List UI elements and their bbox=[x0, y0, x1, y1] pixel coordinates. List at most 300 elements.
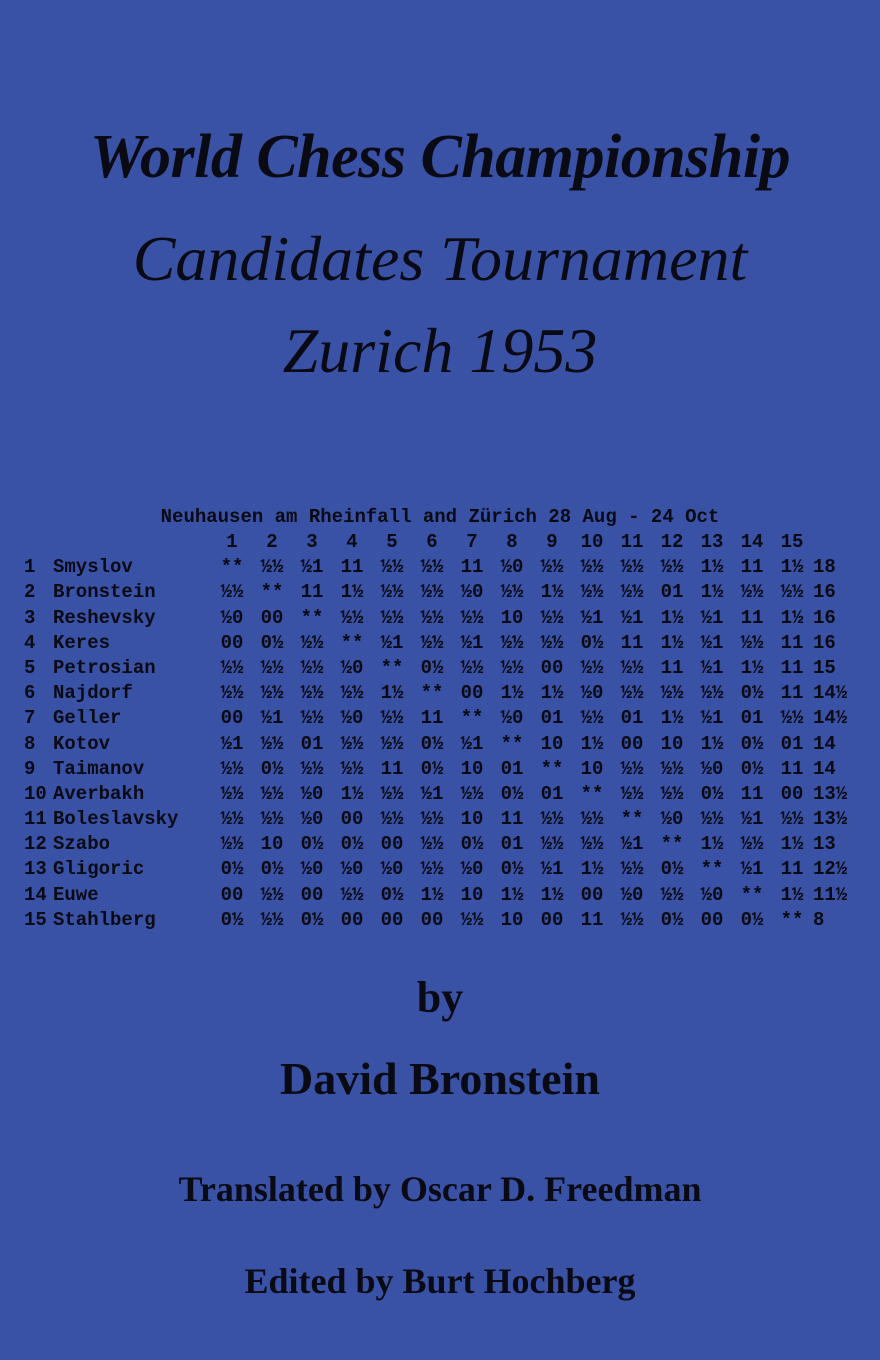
result-cell: ½½ bbox=[220, 757, 244, 780]
player-total: 14½ bbox=[813, 707, 848, 730]
result-cell: ** bbox=[620, 808, 644, 831]
result-cell: 0½ bbox=[220, 908, 244, 931]
result-cell: ½1 bbox=[460, 631, 484, 654]
result-cell: 0½ bbox=[300, 908, 324, 931]
result-cell: 00 bbox=[540, 908, 564, 931]
result-cell: ½½ bbox=[260, 656, 284, 679]
player-rank: 10 bbox=[24, 782, 47, 805]
column-header: 5 bbox=[386, 531, 398, 553]
player-row bbox=[0, 555, 880, 580]
result-cell: 00 bbox=[220, 707, 244, 730]
result-cell: ½½ bbox=[620, 556, 644, 579]
player-total: 14 bbox=[813, 732, 836, 755]
result-cell: ½0 bbox=[460, 858, 484, 881]
result-cell: 00 bbox=[420, 908, 444, 931]
result-cell: ** bbox=[580, 782, 604, 805]
player-total: 11½ bbox=[813, 883, 848, 906]
result-cell: ½½ bbox=[380, 808, 404, 831]
player-row bbox=[0, 782, 880, 807]
result-cell: 10 bbox=[660, 732, 684, 755]
result-cell: 11 bbox=[620, 631, 644, 654]
result-cell: 00 bbox=[220, 631, 244, 654]
title-main: World Chess Championship bbox=[89, 123, 791, 191]
result-cell: ½½ bbox=[260, 782, 284, 805]
player-rank: 5 bbox=[24, 656, 36, 679]
result-cell: ½1 bbox=[540, 858, 564, 881]
result-cell: 11 bbox=[460, 556, 484, 579]
result-cell: 0½ bbox=[420, 757, 444, 780]
player-name: Smyslov bbox=[53, 556, 133, 579]
result-cell: 1½ bbox=[540, 581, 564, 604]
result-cell: 01 bbox=[620, 707, 644, 730]
result-cell: ½0 bbox=[500, 707, 524, 730]
player-total: 14½ bbox=[813, 682, 848, 705]
result-cell: 11 bbox=[300, 581, 324, 604]
result-cell: ** bbox=[260, 581, 284, 604]
player-rank: 4 bbox=[24, 631, 36, 654]
player-rank: 12 bbox=[24, 833, 47, 856]
player-name: Euwe bbox=[53, 883, 99, 906]
result-cell: ½½ bbox=[380, 782, 404, 805]
translator-credit: Translated by Oscar D. Freedman bbox=[178, 1169, 702, 1209]
player-row bbox=[0, 631, 880, 656]
result-cell: 1½ bbox=[780, 606, 804, 629]
result-cell: 0½ bbox=[740, 908, 764, 931]
result-cell: 11 bbox=[780, 858, 804, 881]
result-cell: 0½ bbox=[500, 782, 524, 805]
result-cell: ** bbox=[780, 908, 804, 931]
player-name: Gligoric bbox=[53, 858, 145, 881]
result-cell: 01 bbox=[780, 732, 804, 755]
result-cell: 0½ bbox=[740, 757, 764, 780]
result-cell: ½½ bbox=[460, 908, 484, 931]
player-row bbox=[0, 706, 880, 731]
player-name: Kotov bbox=[53, 732, 111, 755]
player-total: 13½ bbox=[813, 782, 848, 805]
result-cell: 1½ bbox=[340, 782, 364, 805]
result-cell: 1½ bbox=[700, 556, 724, 579]
player-total: 18 bbox=[813, 556, 836, 579]
result-cell: ½½ bbox=[620, 682, 644, 705]
result-cell: 0½ bbox=[460, 833, 484, 856]
result-cell: ** bbox=[460, 707, 484, 730]
player-row bbox=[0, 832, 880, 857]
result-cell: ½½ bbox=[220, 682, 244, 705]
result-cell: ½½ bbox=[460, 656, 484, 679]
result-cell: ½½ bbox=[220, 833, 244, 856]
result-cell: 10 bbox=[460, 808, 484, 831]
result-cell: ½½ bbox=[340, 606, 364, 629]
result-cell: ½½ bbox=[500, 656, 524, 679]
result-cell: ** bbox=[500, 732, 524, 755]
result-cell: 01 bbox=[740, 707, 764, 730]
column-header: 15 bbox=[780, 531, 804, 553]
result-cell: 11 bbox=[660, 656, 684, 679]
result-cell: 00 bbox=[540, 656, 564, 679]
result-cell: 01 bbox=[300, 732, 324, 755]
result-cell: ½0 bbox=[700, 757, 724, 780]
author-name: David Bronstein bbox=[280, 1053, 600, 1104]
result-cell: ½½ bbox=[380, 556, 404, 579]
result-cell: 0½ bbox=[700, 782, 724, 805]
result-cell: 0½ bbox=[220, 858, 244, 881]
tournament-crosstable bbox=[0, 505, 880, 933]
player-total: 15 bbox=[813, 656, 836, 679]
result-cell: 00 bbox=[340, 808, 364, 831]
player-rank: 8 bbox=[24, 732, 36, 755]
result-cell: ½½ bbox=[260, 908, 284, 931]
result-cell: 1½ bbox=[700, 833, 724, 856]
result-cell: ½0 bbox=[620, 883, 644, 906]
result-cell: ½1 bbox=[420, 782, 444, 805]
result-cell: 11 bbox=[500, 808, 524, 831]
result-cell: 0½ bbox=[260, 858, 284, 881]
player-row bbox=[0, 757, 880, 782]
result-cell: ½½ bbox=[660, 782, 684, 805]
venue-dates: Neuhausen am Rheinfall and Zürich 28 Aug - 24 Oct bbox=[160, 506, 720, 528]
result-cell: ½1 bbox=[700, 656, 724, 679]
result-cell: ½½ bbox=[700, 682, 724, 705]
result-cell: ½½ bbox=[580, 556, 604, 579]
result-cell: 1½ bbox=[500, 883, 524, 906]
result-cell: ½0 bbox=[300, 808, 324, 831]
result-cell: ½½ bbox=[460, 782, 484, 805]
result-cell: ½0 bbox=[380, 858, 404, 881]
result-cell: ½½ bbox=[420, 581, 444, 604]
result-cell: ** bbox=[300, 606, 324, 629]
column-header: 6 bbox=[426, 531, 438, 553]
player-rank: 7 bbox=[24, 707, 36, 730]
result-cell: 00 bbox=[260, 606, 284, 629]
result-cell: 10 bbox=[460, 757, 484, 780]
result-cell: ½1 bbox=[620, 606, 644, 629]
result-cell: ½½ bbox=[300, 656, 324, 679]
result-cell: ½0 bbox=[460, 581, 484, 604]
result-cell: ½1 bbox=[700, 631, 724, 654]
result-cell: ½½ bbox=[340, 682, 364, 705]
player-total: 8 bbox=[813, 908, 825, 931]
result-cell: ½½ bbox=[260, 732, 284, 755]
result-cell: 1½ bbox=[660, 606, 684, 629]
result-cell: ½½ bbox=[300, 707, 324, 730]
result-cell: ** bbox=[660, 833, 684, 856]
result-cell: ½½ bbox=[620, 656, 644, 679]
crosstable-body bbox=[0, 555, 880, 933]
result-cell: ½½ bbox=[540, 606, 564, 629]
column-header: 1 bbox=[226, 531, 238, 553]
player-row bbox=[0, 580, 880, 605]
result-cell: ½0 bbox=[660, 808, 684, 831]
result-cell: ** bbox=[700, 858, 724, 881]
column-header: 11 bbox=[620, 531, 644, 553]
result-cell: ½½ bbox=[620, 858, 644, 881]
result-cell: ½½ bbox=[620, 581, 644, 604]
result-cell: ½½ bbox=[740, 631, 764, 654]
result-cell: ½0 bbox=[700, 883, 724, 906]
result-cell: 11 bbox=[740, 556, 764, 579]
column-header: 7 bbox=[466, 531, 478, 553]
result-cell: ½½ bbox=[220, 656, 244, 679]
result-cell: 1½ bbox=[780, 833, 804, 856]
result-cell: 0½ bbox=[660, 908, 684, 931]
result-cell: ½½ bbox=[580, 833, 604, 856]
result-cell: ½1 bbox=[220, 732, 244, 755]
result-cell: 0½ bbox=[260, 631, 284, 654]
result-cell: ½½ bbox=[780, 808, 804, 831]
result-cell: ** bbox=[220, 556, 244, 579]
result-cell: 01 bbox=[540, 707, 564, 730]
player-row bbox=[0, 681, 880, 706]
result-cell: 0½ bbox=[740, 682, 764, 705]
player-rank: 2 bbox=[24, 581, 36, 604]
result-cell: ½½ bbox=[620, 757, 644, 780]
result-cell: ½½ bbox=[620, 908, 644, 931]
result-cell: 1½ bbox=[540, 682, 564, 705]
result-cell: ** bbox=[420, 682, 444, 705]
player-total: 13 bbox=[813, 833, 836, 856]
result-cell: 10 bbox=[580, 757, 604, 780]
result-cell: ½0 bbox=[580, 682, 604, 705]
title-subtitle-line1: Candidates Tournament bbox=[132, 223, 748, 294]
result-cell: ½½ bbox=[220, 782, 244, 805]
result-cell: 0½ bbox=[580, 631, 604, 654]
player-name: Reshevsky bbox=[53, 606, 156, 629]
result-cell: 1½ bbox=[780, 556, 804, 579]
player-total: 14 bbox=[813, 757, 836, 780]
result-cell: 0½ bbox=[300, 833, 324, 856]
crosstable-header-row bbox=[0, 530, 880, 555]
result-cell: ½½ bbox=[700, 808, 724, 831]
result-cell: ½½ bbox=[580, 707, 604, 730]
result-cell: 0½ bbox=[340, 833, 364, 856]
column-header: 2 bbox=[266, 531, 278, 553]
result-cell: 11 bbox=[780, 682, 804, 705]
result-cell: ½0 bbox=[300, 858, 324, 881]
result-cell: 00 bbox=[580, 883, 604, 906]
result-cell: ½½ bbox=[340, 883, 364, 906]
column-header: 8 bbox=[506, 531, 518, 553]
result-cell: 1½ bbox=[380, 682, 404, 705]
result-cell: ½0 bbox=[300, 782, 324, 805]
result-cell: ½½ bbox=[540, 808, 564, 831]
player-row bbox=[0, 857, 880, 882]
result-cell: ½½ bbox=[420, 556, 444, 579]
result-cell: ½½ bbox=[220, 808, 244, 831]
result-cell: ½½ bbox=[660, 682, 684, 705]
result-cell: 00 bbox=[380, 833, 404, 856]
result-cell: 00 bbox=[300, 883, 324, 906]
result-cell: 11 bbox=[340, 556, 364, 579]
result-cell: 0½ bbox=[420, 732, 444, 755]
result-cell: ½1 bbox=[580, 606, 604, 629]
result-cell: 11 bbox=[580, 908, 604, 931]
result-cell: 1½ bbox=[660, 631, 684, 654]
result-cell: 0½ bbox=[420, 656, 444, 679]
title-subtitle-line2: Zurich 1953 bbox=[282, 315, 598, 386]
result-cell: ½1 bbox=[620, 833, 644, 856]
result-cell: ½½ bbox=[380, 606, 404, 629]
result-cell: ½½ bbox=[780, 707, 804, 730]
result-cell: 11 bbox=[740, 606, 764, 629]
result-cell: ** bbox=[340, 631, 364, 654]
column-header: 13 bbox=[700, 531, 724, 553]
player-total: 12½ bbox=[813, 858, 848, 881]
player-name: Stahlberg bbox=[53, 908, 156, 931]
result-cell: ½½ bbox=[420, 808, 444, 831]
result-cell: 10 bbox=[460, 883, 484, 906]
result-cell: 01 bbox=[500, 833, 524, 856]
result-cell: 1½ bbox=[780, 883, 804, 906]
result-cell: 10 bbox=[260, 833, 284, 856]
player-rank: 11 bbox=[24, 808, 47, 831]
result-cell: ½1 bbox=[740, 808, 764, 831]
result-cell: 1½ bbox=[500, 682, 524, 705]
player-rank: 1 bbox=[24, 556, 36, 579]
column-header: 14 bbox=[740, 531, 764, 553]
result-cell: 1½ bbox=[660, 707, 684, 730]
result-cell: 00 bbox=[380, 908, 404, 931]
column-header: 12 bbox=[660, 531, 684, 553]
result-cell: ½½ bbox=[220, 581, 244, 604]
result-cell: 11 bbox=[780, 656, 804, 679]
player-row bbox=[0, 883, 880, 908]
result-cell: 1½ bbox=[580, 858, 604, 881]
result-cell: 00 bbox=[460, 682, 484, 705]
player-name: Averbakh bbox=[53, 782, 145, 805]
result-cell: ½½ bbox=[260, 883, 284, 906]
result-cell: ½½ bbox=[500, 581, 524, 604]
result-cell: 0½ bbox=[380, 883, 404, 906]
result-cell: ½1 bbox=[260, 707, 284, 730]
result-cell: 01 bbox=[500, 757, 524, 780]
result-cell: ½1 bbox=[380, 631, 404, 654]
result-cell: ½1 bbox=[700, 707, 724, 730]
player-rank: 15 bbox=[24, 908, 47, 931]
result-cell: ½½ bbox=[420, 858, 444, 881]
result-cell: ½½ bbox=[340, 757, 364, 780]
result-cell: ½½ bbox=[540, 556, 564, 579]
player-row bbox=[0, 908, 880, 933]
player-rank: 6 bbox=[24, 682, 36, 705]
result-cell: 1½ bbox=[420, 883, 444, 906]
result-cell: 10 bbox=[540, 732, 564, 755]
player-row bbox=[0, 656, 880, 681]
result-cell: ½½ bbox=[260, 556, 284, 579]
result-cell: ½½ bbox=[660, 757, 684, 780]
editor-credit: Edited by Burt Hochberg bbox=[244, 1261, 636, 1301]
result-cell: 00 bbox=[620, 732, 644, 755]
result-cell: 10 bbox=[500, 606, 524, 629]
result-cell: ½½ bbox=[460, 606, 484, 629]
result-cell: ** bbox=[380, 656, 404, 679]
result-cell: ½½ bbox=[300, 682, 324, 705]
result-cell: ½0 bbox=[340, 656, 364, 679]
result-cell: ½½ bbox=[740, 581, 764, 604]
result-cell: ½½ bbox=[580, 808, 604, 831]
result-cell: ½0 bbox=[340, 707, 364, 730]
result-cell: ½1 bbox=[740, 858, 764, 881]
player-row bbox=[0, 807, 880, 832]
result-cell: ½½ bbox=[780, 581, 804, 604]
player-name: Petrosian bbox=[53, 656, 156, 679]
result-cell: ½½ bbox=[420, 833, 444, 856]
result-cell: 00 bbox=[780, 782, 804, 805]
player-name: Geller bbox=[53, 707, 122, 730]
by-label: by bbox=[416, 973, 464, 1022]
result-cell: 1½ bbox=[580, 732, 604, 755]
result-cell: 11 bbox=[420, 707, 444, 730]
result-cell: 11 bbox=[780, 631, 804, 654]
result-cell: ½1 bbox=[460, 732, 484, 755]
result-cell: ½½ bbox=[260, 682, 284, 705]
result-cell: ½0 bbox=[220, 606, 244, 629]
player-name: Taimanov bbox=[53, 757, 145, 780]
player-rank: 3 bbox=[24, 606, 36, 629]
player-name: Keres bbox=[53, 631, 111, 654]
result-cell: ½½ bbox=[260, 808, 284, 831]
column-header: 4 bbox=[346, 531, 358, 553]
result-cell: ½½ bbox=[300, 757, 324, 780]
player-rank: 9 bbox=[24, 757, 36, 780]
column-header: 3 bbox=[306, 531, 318, 553]
result-cell: 01 bbox=[660, 581, 684, 604]
result-cell: ½½ bbox=[580, 656, 604, 679]
result-cell: ½½ bbox=[660, 556, 684, 579]
result-cell: ½1 bbox=[700, 606, 724, 629]
result-cell: ** bbox=[740, 883, 764, 906]
result-cell: 0½ bbox=[660, 858, 684, 881]
result-cell: ½½ bbox=[580, 581, 604, 604]
result-cell: ½½ bbox=[540, 833, 564, 856]
result-cell: ½½ bbox=[380, 707, 404, 730]
result-cell: ½½ bbox=[660, 883, 684, 906]
result-cell: 01 bbox=[540, 782, 564, 805]
result-cell: ½½ bbox=[420, 606, 444, 629]
column-header: 10 bbox=[580, 531, 604, 553]
player-row bbox=[0, 606, 880, 631]
result-cell: 11 bbox=[740, 782, 764, 805]
column-header: 9 bbox=[546, 531, 558, 553]
result-cell: ½½ bbox=[540, 631, 564, 654]
result-cell: 00 bbox=[340, 908, 364, 931]
player-row bbox=[0, 732, 880, 757]
result-cell: ½½ bbox=[340, 732, 364, 755]
player-name: Boleslavsky bbox=[53, 808, 179, 831]
result-cell: ½½ bbox=[380, 732, 404, 755]
player-name: Bronstein bbox=[53, 581, 156, 604]
result-cell: 0½ bbox=[500, 858, 524, 881]
player-total: 16 bbox=[813, 631, 836, 654]
result-cell: ** bbox=[540, 757, 564, 780]
result-cell: ½½ bbox=[500, 631, 524, 654]
player-rank: 14 bbox=[24, 883, 47, 906]
result-cell: 1½ bbox=[540, 883, 564, 906]
result-cell: 0½ bbox=[260, 757, 284, 780]
result-cell: ½0 bbox=[340, 858, 364, 881]
result-cell: 10 bbox=[500, 908, 524, 931]
player-total: 16 bbox=[813, 581, 836, 604]
player-total: 13½ bbox=[813, 808, 848, 831]
result-cell: ½1 bbox=[300, 556, 324, 579]
result-cell: ½½ bbox=[620, 782, 644, 805]
result-cell: 0½ bbox=[740, 732, 764, 755]
player-total: 16 bbox=[813, 606, 836, 629]
player-name: Najdorf bbox=[53, 682, 133, 705]
result-cell: ½½ bbox=[380, 581, 404, 604]
result-cell: 1½ bbox=[340, 581, 364, 604]
result-cell: ½½ bbox=[740, 833, 764, 856]
result-cell: 1½ bbox=[700, 581, 724, 604]
